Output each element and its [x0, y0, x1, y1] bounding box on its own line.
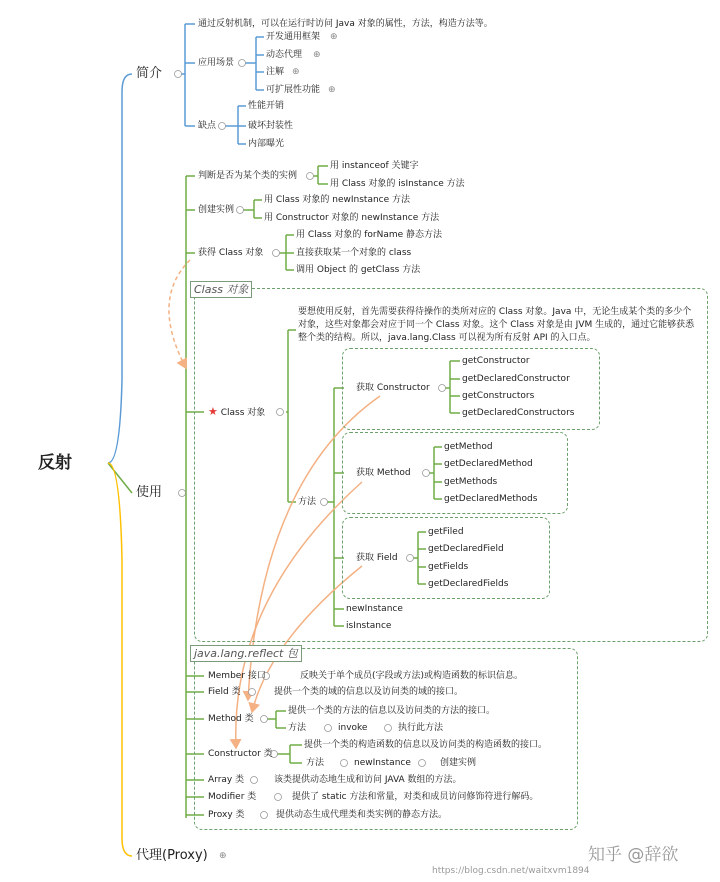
- method-method[interactable]: getDeclaredMethods: [444, 494, 538, 504]
- constructor-method[interactable]: getDeclaredConstructors: [462, 408, 575, 418]
- cons-item[interactable]: 性能开销: [248, 101, 285, 111]
- modifier-class-node[interactable]: Modifier 类: [208, 792, 257, 802]
- get-method-node[interactable]: 获取 Method: [356, 468, 411, 478]
- field-method[interactable]: getDeclaredFields: [428, 579, 509, 589]
- array-class-desc: 该类提供动态地生成和访问 JAVA 数组的方法。: [274, 775, 462, 785]
- scene-item[interactable]: 开发通用框架: [266, 32, 321, 42]
- proxy-node[interactable]: 代理(Proxy): [136, 848, 208, 863]
- field-class-node[interactable]: Field 类: [208, 687, 241, 697]
- field-method[interactable]: getFiled: [428, 527, 464, 537]
- method-class-desc: 提供一个类的方法的信息以及访问类的方法的接口。: [288, 706, 496, 716]
- judge-node[interactable]: 判断是否为某个类的实例: [198, 171, 298, 181]
- invoke-desc: 执行此方法: [398, 723, 444, 733]
- constructor-method[interactable]: getConstructors: [462, 391, 535, 401]
- constructor-method[interactable]: getConstructor: [462, 356, 530, 366]
- method-method[interactable]: getMethod: [444, 442, 493, 452]
- class-object-description: 要想使用反射，首先需要获得待操作的类所对应的 Class 对象。Java 中，无论生成某个类的多少个对象，这些对象都会对应于同一个 Class 对象。这个 Class 对象是由 JVM 生成的，通过它能够获悉整个类的结构。所以，java.lang.Class 可以视为所有反射 API 的入口点。: [298, 307, 695, 343]
- constructor-class-sub-label[interactable]: 方法: [306, 758, 325, 768]
- expand-icon[interactable]: ⊕: [330, 32, 338, 42]
- get-class-item[interactable]: 直接获取某一个对象的 class: [296, 248, 412, 258]
- root-node[interactable]: 反射: [38, 453, 72, 473]
- class-object-label: Class 对象: [220, 408, 266, 418]
- cons-node[interactable]: 缺点: [198, 121, 217, 131]
- create-item[interactable]: 用 Constructor 对象的 newInstance 方法: [264, 213, 440, 223]
- cons-item[interactable]: 内部曝光: [248, 139, 285, 149]
- proxy-class-desc: 提供动态生成代理类和类实例的静态方法。: [276, 810, 448, 820]
- get-class-node[interactable]: 获得 Class 对象: [198, 248, 264, 258]
- member-node[interactable]: Member 接口: [208, 671, 266, 681]
- proxy-class-node[interactable]: Proxy 类: [208, 810, 245, 820]
- field-class-desc: 提供一个类的域的信息以及访问类的域的接口。: [274, 687, 464, 697]
- method-class-sub-label[interactable]: 方法: [288, 723, 307, 733]
- modifier-class-desc: 提供了 static 方法和常量，对类和成员访问修饰符进行解码。: [292, 792, 539, 802]
- constructor-class-node[interactable]: Constructor 类: [208, 749, 273, 759]
- methods-node[interactable]: 方法: [298, 497, 317, 507]
- new-instance-desc: 创建实例: [440, 758, 477, 768]
- expand-icon[interactable]: ⊕: [328, 85, 336, 95]
- expand-icon[interactable]: ⊕: [219, 851, 227, 861]
- scene-item[interactable]: 动态代理: [266, 50, 303, 60]
- intro-node[interactable]: 简介: [136, 66, 163, 81]
- field-method[interactable]: getDeclaredField: [428, 544, 504, 554]
- method-class-node[interactable]: Method 类: [208, 714, 254, 724]
- scene-item[interactable]: 注解: [266, 67, 285, 77]
- field-method[interactable]: getFields: [428, 562, 469, 572]
- extra-method[interactable]: newInstance: [346, 604, 403, 614]
- constructor-class-desc: 提供一个类的构造函数的信息以及访问类的构造函数的接口。: [304, 740, 548, 750]
- cons-item[interactable]: 破坏封装性: [248, 121, 294, 131]
- constructor-method[interactable]: getDeclaredConstructor: [462, 374, 570, 384]
- usage-node[interactable]: 使用: [136, 485, 163, 500]
- scene-item[interactable]: 可扩展性功能: [266, 85, 321, 95]
- get-field-node[interactable]: 获取 Field: [356, 553, 398, 563]
- get-constructor-node[interactable]: 获取 Constructor: [356, 383, 430, 393]
- judge-item[interactable]: 用 instanceof 关键字: [330, 161, 419, 171]
- watermark-url: https://blog.csdn.net/waitxvm1894: [432, 866, 590, 876]
- array-class-node[interactable]: Array 类: [208, 775, 245, 785]
- watermark-brand: 知乎 @辞欲: [588, 845, 679, 865]
- method-method[interactable]: getDeclaredMethod: [444, 459, 533, 469]
- member-desc: 反映关于单个成员(字段或方法)或构造函数的标识信息。: [300, 671, 524, 681]
- class-object-node[interactable]: [208, 406, 265, 419]
- class-object-tag: Class 对象: [190, 281, 252, 298]
- create-node[interactable]: 创建实例: [198, 205, 235, 215]
- get-class-item[interactable]: 用 Class 对象的 forName 静态方法: [296, 230, 443, 240]
- scenes-node[interactable]: 应用场景: [198, 58, 235, 68]
- judge-item[interactable]: 用 Class 对象的 isInstance 方法: [330, 179, 465, 189]
- intro-definition: 通过反射机制，可以在运行时访问 Java 对象的属性，方法，构造方法等。: [198, 19, 493, 29]
- method-method[interactable]: getMethods: [444, 477, 498, 487]
- create-item[interactable]: 用 Class 对象的 newInstance 方法: [264, 195, 411, 205]
- expand-icon[interactable]: ⊕: [292, 67, 300, 77]
- invoke-node[interactable]: invoke: [338, 723, 368, 733]
- get-class-item[interactable]: 调用 Object 的 getClass 方法: [296, 265, 421, 275]
- extra-method[interactable]: isInstance: [346, 621, 392, 631]
- reflect-package-tag: java.lang.reflect 包: [190, 645, 302, 662]
- new-instance-node[interactable]: newInstance: [354, 758, 411, 768]
- star-icon: ★: [208, 405, 218, 418]
- expand-icon[interactable]: ⊕: [313, 50, 321, 60]
